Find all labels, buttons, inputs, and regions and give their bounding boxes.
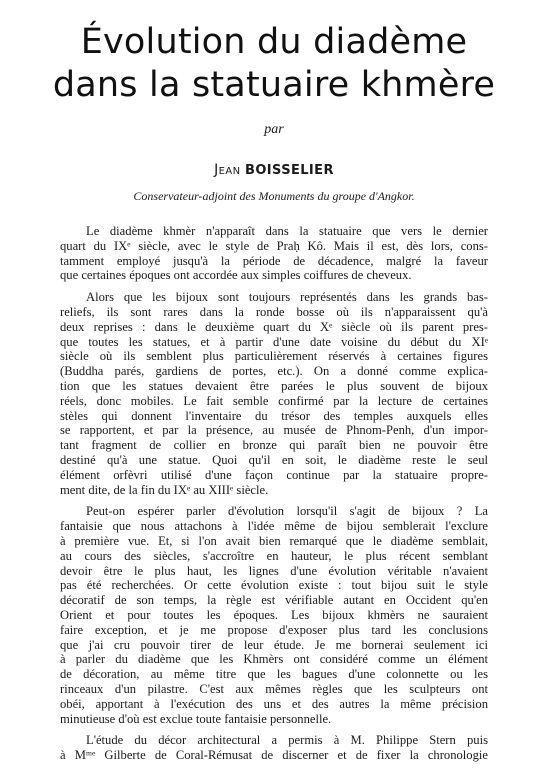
paragraph-line: réels, donc mobiles. Le fait semble confirmé par la lecture de certaines [60, 393, 488, 408]
paragraph-line: se rapportent, et par la présence, au musée de Phnom-Penh, d'un impor- [60, 423, 488, 438]
paragraph-line: pas été recherchées. Or cette évolution existe : tout bijou suit le style [60, 578, 488, 593]
paragraph-line: obéi, apportant à l'exécution des uns et des autres la même précision [60, 696, 488, 711]
paragraph-line: tant fragment de collier en bronze qui paraît bien ne pouvoir être [60, 438, 488, 453]
paragraph-line: (Buddha parés, gardiens de portes, etc.). On a donné comme explica- [60, 364, 488, 379]
paragraph-line: reliefs, ils sont rares dans la ronde bosse où ils n'apparaissent qu'à [60, 304, 488, 319]
author-last-name: BOISSELIER [245, 163, 334, 178]
paragraph-line: deux reprises : dans le deuxième quart du Xᵉ siècle où ils parent pres- [60, 319, 488, 334]
paragraph-line: Alors que les bijoux sont toujours représentés dans les grands bas- [86, 290, 488, 305]
author-role: Conservateur-adjoint des Monuments du groupe d'Angkor. [133, 189, 415, 203]
paragraph-line: ment dite, de la fin du IXᵉ au XIIIᵉ siècle. [60, 482, 269, 497]
author-name [0, 162, 548, 178]
paragraph-line: au cours des siècles, s'accroître en hauteur, le plus récent semblant [60, 548, 488, 563]
author-first-name: Jean [214, 162, 241, 178]
paragraph-line: quart du IXᵉ siècle, avec le style de Praḥ Kô. Mais il est, dès lors, cons- [60, 238, 488, 253]
paragraph-line: de décoration, au même titre que les bagues d'une colonnette ou les [60, 667, 488, 682]
paragraph-line: élément orfèvri utilisé d'une façon continue par la statuaire propre- [60, 467, 488, 482]
article-title-line-1: Évolution du diadème [80, 22, 468, 62]
byline-par: par [264, 122, 284, 137]
paragraph-line: destiné qu'à une statue. Quoi qu'il en soit, le diadème reste le seul [60, 452, 488, 467]
article-title-line-2: dans la statuaire khmère [52, 65, 496, 105]
paragraph [60, 504, 488, 726]
paragraph-line: Le diadème khmèr n'apparaît dans la statuaire que vers le dernier [86, 224, 488, 238]
paragraph-line: à Mᵐᵉ Gilberte de Coral-Rémusat de discerner et de fixer la chronologie [60, 748, 488, 763]
paragraph-line: faire exception, et je me propose d'exposer plus tard les conclusions [60, 622, 488, 637]
paragraph-line: tion que les statues devaient être parées le plus souvent de bijoux [60, 378, 488, 393]
paragraph-line: que certaines époques ont accordée aux simples coiffures de cheveux. [60, 268, 412, 283]
paragraph [60, 733, 488, 763]
paragraph-line: décoratif de son temps, la règle est vérifiable autant en Occident qu'en [60, 593, 488, 608]
article-body [60, 224, 488, 770]
paragraph-line: siècle où ils semblent plus particulièrement réservés à certaines figures [60, 349, 488, 364]
paragraph-line: minutieuse d'où est exclue toute fantaisie personnelle. [60, 711, 332, 726]
paragraph-line: devoir être le plus haut, les lignes d'une évolution véritable n'avaient [60, 563, 488, 578]
paragraph-line: rinceaux d'un pilastre. C'est aux mêmes règles que les sculpteurs ont [60, 681, 488, 696]
paragraph-line: Orient et pour toutes les époques. Les bijoux khmèrs ne sauraient [60, 607, 488, 622]
paragraph [60, 224, 488, 283]
paragraph-line: tamment employé jusqu'à la période de décadence, malgré la faveur [60, 253, 488, 268]
paragraph-line: fantaisie que nous attachons à l'idée même de bijou semblerait l'exclure [60, 519, 488, 534]
paragraph-line: que toutes les statues, et à partir d'une date voisine du début du XIᵉ [60, 334, 488, 349]
paragraph-line: L'étude du décor architectural a permis à M. Philippe Stern puis [86, 733, 488, 748]
paragraph-line: à parler du diadème que les Khmèrs ont considéré comme un élément [60, 652, 488, 667]
paragraph-line: à première vue. Et, si l'on avait bien remarqué que le diadème semblait, [60, 533, 488, 548]
paragraph-line: que j'ai cru pouvoir tirer de leur étude. Je me bornerai seulement ici [60, 637, 488, 652]
paragraph-line: Peut-on espérer parler d'évolution lorsqu'il s'agit de bijoux ? La [86, 504, 488, 519]
paragraph [60, 290, 488, 497]
paragraph-line: stèles qui donnent l'inventaire du trésor des temples auxquels elles [60, 408, 488, 423]
